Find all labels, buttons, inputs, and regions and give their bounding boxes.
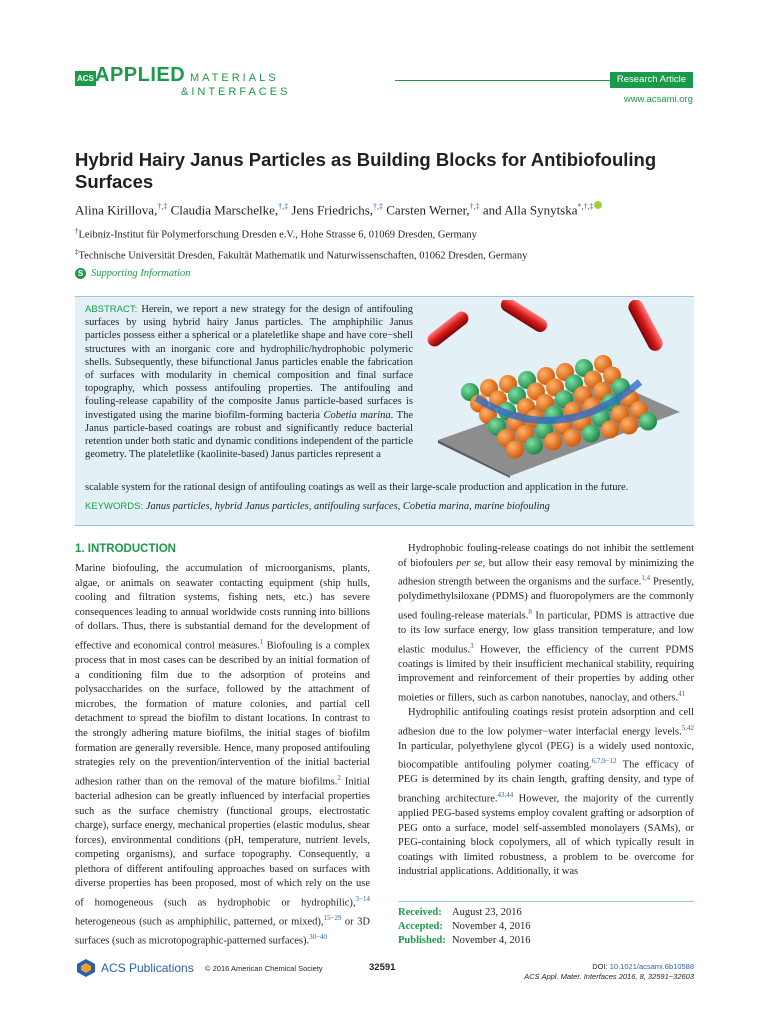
date-value: November 4, 2016 xyxy=(452,935,531,946)
paragraph xyxy=(75,562,370,949)
paragraph xyxy=(398,542,694,706)
affiliation-mark: ‡ xyxy=(75,248,79,256)
body-column-right xyxy=(398,542,694,880)
text-run: or 3D surfaces (such as microtopographic-patterned surfaces). xyxy=(75,916,370,947)
abstract-text-fullwidth: scalable system for the rational design of antifouling coatings as well as their large-scale production and application in the future. xyxy=(85,482,629,493)
date-label: Accepted: xyxy=(398,921,443,932)
citation-ref[interactable]: 43,44 xyxy=(497,790,514,799)
affiliation-2 xyxy=(75,245,527,264)
affiliation-text: Technische Universität Dresden, Fakultät Mathematik und Naturwissenschaften, 01062 Dresden, Germany xyxy=(78,250,528,262)
janus-particle xyxy=(563,429,581,447)
author-name: and Alla Synytska xyxy=(482,202,578,218)
keywords-list: Janus particles, hybrid Janus particles, antifouling surfaces, Cobetia marina, marine biofouling xyxy=(145,501,550,512)
abstract-body: Herein, we report a new strategy for the design of antifouling surfaces by using hybrid hairy Janus particles. The amphiphilic Janus particles possess either a spherical or a plateletlike shape and have core−shell structures with an inorganic core and hydrophilic/hydrophobic polymeric shells. Subsequently, these bifunctional Janus particles enable the fabrication of surfaces with modularity in chemical composition and final surface topography, which possess antifouling properties. The antifouling and fouling-release capability of the composite Janus particle-based surfaces is investigated using the marine biofilm-forming bacteria xyxy=(85,304,413,421)
doi-citation xyxy=(520,962,694,982)
text-run: In particular, polyethylene glycol (PEG) is a widely used nontoxic, biocompatible antifouling polymer coating. xyxy=(398,740,694,771)
body-column-left xyxy=(75,562,370,949)
affiliation-mark: † xyxy=(75,227,79,235)
publisher-name: ACS Publications xyxy=(101,961,194,975)
article-type-badge: Research Article xyxy=(610,72,693,88)
date-row xyxy=(398,906,530,920)
supporting-info-icon: S xyxy=(75,268,86,279)
citation-ref[interactable]: 3−14 xyxy=(355,895,370,904)
keywords xyxy=(85,500,685,513)
text-run: However, the efficiency of the current PDMS coatings is limited by their insufficient mechanical stability, requiring improvement and reinforcement of their properties by adding other moieties or fillers, such as carbon nanotubes, nanoclay, and others. xyxy=(398,644,694,704)
text-run: Initial bacterial adhesion can be greatly influenced by interfacial properties such as the surface chemistry (functional groups, electrostatic charge), surface energy, mechanical properties (elastic modulus, shear forces), environmental conditions (pH, temperature, nutrient levels, competing organisms), and surface topography. Consequently, a plethora of different antifouling approaches based on surfaces with diverse properties has been proposed, most of which rely on the use of homogeneous (such as hydrophobic or hydrophilic), xyxy=(75,776,370,909)
abstract-species: Cobetia marina xyxy=(323,409,391,421)
bacterium xyxy=(626,300,666,353)
date-row xyxy=(398,934,530,948)
abstract-body-cont: . The Janus particle-based coatings are robust and significantly reduce bacterial retention under both static and dynamic conditions independent of the particle geometry. The plateletlike (kaolinite-based) Janus particles represent a xyxy=(85,409,414,461)
abstract-label: ABSTRACT: xyxy=(85,304,138,315)
text-run: Hydrophilic antifouling coatings resist protein adsorption and cell adhesion due to the low polymer−water interfacial energy levels. xyxy=(398,706,694,738)
section-heading-introduction: 1. INTRODUCTION xyxy=(75,543,176,555)
author-affiliation-mark: †,‡ xyxy=(278,202,289,211)
text-run: However, the majority of the currently applied PEG-based systems employ covalent grafting or adsorption of PEG onto a surface, model self-assembled monolayers (SAMs), or PEG-containing block copolymers, all of which typically result in coatings with limited robustness, a problem to be overcome for industrial applications. Additionally, it was xyxy=(398,793,694,878)
journal-logo-applied: APPLIED xyxy=(95,64,186,86)
text-run: heterogeneous (such as amphiphilic, patterned, or mixed), xyxy=(75,916,324,928)
text-run: Biofouling is a complex process that in most cases can be described by an initial formation of a conditioning film due to the adsorption of proteins and polysaccharides on the surface, followed by the attachment of microbes, the formation of mature colonies, and partial cell detachment to spread the biofilm to distant locations. In contrast to the strongly adhering mature biofilms, the initial stages of biofilm formation are generally reversible. Hence, many proposed antifouling strategies rely on the prevention/intervention of the initial bacterial adhesion rather than on the removal of the mature biofilms. xyxy=(75,640,370,788)
doi-label: DOI: xyxy=(592,962,610,971)
abstract-text xyxy=(85,303,413,461)
bacterium xyxy=(498,300,550,335)
citation-ref[interactable]: 1 xyxy=(259,637,264,646)
citation-ref[interactable]: 5,42 xyxy=(681,723,694,732)
supporting-information-link[interactable] xyxy=(75,268,190,279)
bacterium xyxy=(425,309,471,350)
citation-ref[interactable]: 30−40 xyxy=(309,933,328,942)
author-name: Carsten Werner, xyxy=(386,202,470,218)
janus-particle xyxy=(620,417,638,435)
paragraph xyxy=(398,706,694,880)
acs-publications-logo[interactable] xyxy=(75,958,194,978)
citation-ref[interactable]: 15−29 xyxy=(323,914,342,923)
text-run: The efficacy of PEG is determined by its chain length, grafting density, and type of branching architecture. xyxy=(398,759,694,805)
author-affiliation-mark: †,‡ xyxy=(157,202,168,211)
journal-logo-interfaces: &INTERFACES xyxy=(181,86,291,98)
toc-graphic xyxy=(418,300,688,478)
italic-run: per se xyxy=(456,557,483,569)
date-label: Received: xyxy=(398,907,442,918)
publication-dates xyxy=(398,906,530,948)
janus-particle xyxy=(506,441,524,459)
date-row xyxy=(398,920,530,934)
text-run: Presently, polydimethylsiloxane (PDMS) and fluoropolymers are the commonly used fouling-release materials. xyxy=(398,576,695,622)
author-name: Jens Friedrichs, xyxy=(291,202,374,218)
affiliation-1 xyxy=(75,224,477,243)
janus-particle xyxy=(544,433,562,451)
citation-ref[interactable]: 1,4 xyxy=(641,574,651,583)
doi-link[interactable]: 10.1021/acsami.6b10588 xyxy=(609,962,694,971)
date-value: November 4, 2016 xyxy=(452,921,531,932)
author-affiliation-mark: *,†,‡ xyxy=(577,202,594,211)
janus-particle xyxy=(525,437,543,455)
text-run: , but allow their easy removal by minimizing the adhesion strength between the organisms and the surface. xyxy=(398,557,694,588)
citation-ref[interactable]: 8 xyxy=(528,607,532,616)
keywords-label: KEYWORDS: xyxy=(85,501,144,512)
journal-citation: ACS Appl. Mater. Interfaces 2016, 8, 32591−32603 xyxy=(524,972,694,981)
author-list xyxy=(75,199,695,218)
supporting-info-label: Supporting Information xyxy=(91,268,191,279)
janus-particle xyxy=(582,425,600,443)
author-name: Claudia Marschelke, xyxy=(170,202,279,218)
author-name: Alina Kirillova, xyxy=(75,202,158,218)
citation-ref[interactable]: 2 xyxy=(337,773,341,782)
author-affiliation-mark: †,‡ xyxy=(469,202,480,211)
janus-particle xyxy=(639,413,657,431)
date-value: August 23, 2016 xyxy=(452,907,522,918)
date-label: Published: xyxy=(398,935,446,946)
janus-particle xyxy=(601,421,619,439)
affiliation-text: Leibniz-Institut für Polymerforschung Dresden e.V., Hohe Strasse 6, 01069 Dresden, Germany xyxy=(78,229,477,241)
acs-logo-badge: ACS xyxy=(75,71,96,86)
acs-hexagon-icon xyxy=(75,958,97,978)
citation-ref[interactable]: 3 xyxy=(470,641,474,650)
copyright-notice: © 2016 American Chemical Society xyxy=(205,964,323,973)
paper-title: Hybrid Hairy Janus Particles as Building Blocks for Antibiofouling Surfaces xyxy=(75,149,657,192)
journal-url-link[interactable]: www.acsami.org xyxy=(623,94,693,105)
text-run: Hydrophobic fouling-release coatings do not inhibit the settlement of biofoulers xyxy=(398,543,694,569)
dates-rule xyxy=(398,901,694,902)
orcid-icon[interactable] xyxy=(594,201,602,209)
page-number: 32591 xyxy=(369,962,396,973)
journal-logo-materials: MATERIALS xyxy=(190,72,279,84)
citation-ref[interactable]: 6,7,9−12 xyxy=(591,757,617,766)
citation-ref[interactable]: 41 xyxy=(678,689,686,698)
author-affiliation-mark: †,‡ xyxy=(373,202,384,211)
text-run: Marine biofouling, the accumulation of microorganisms, plants, algae, or animals on seawater contacting equipment (ship hulls, cooling and filtration systems, fishing nets, etc.) has severe consequences leading to annual worldwide costs running into billions of dollars. Thus, there is substantial demand for the development of effective and economical control measures. xyxy=(75,563,370,652)
text-run: In particular, PDMS is attractive due to its low surface energy, low glass transition temperature, and low elastic modulus. xyxy=(398,610,695,656)
